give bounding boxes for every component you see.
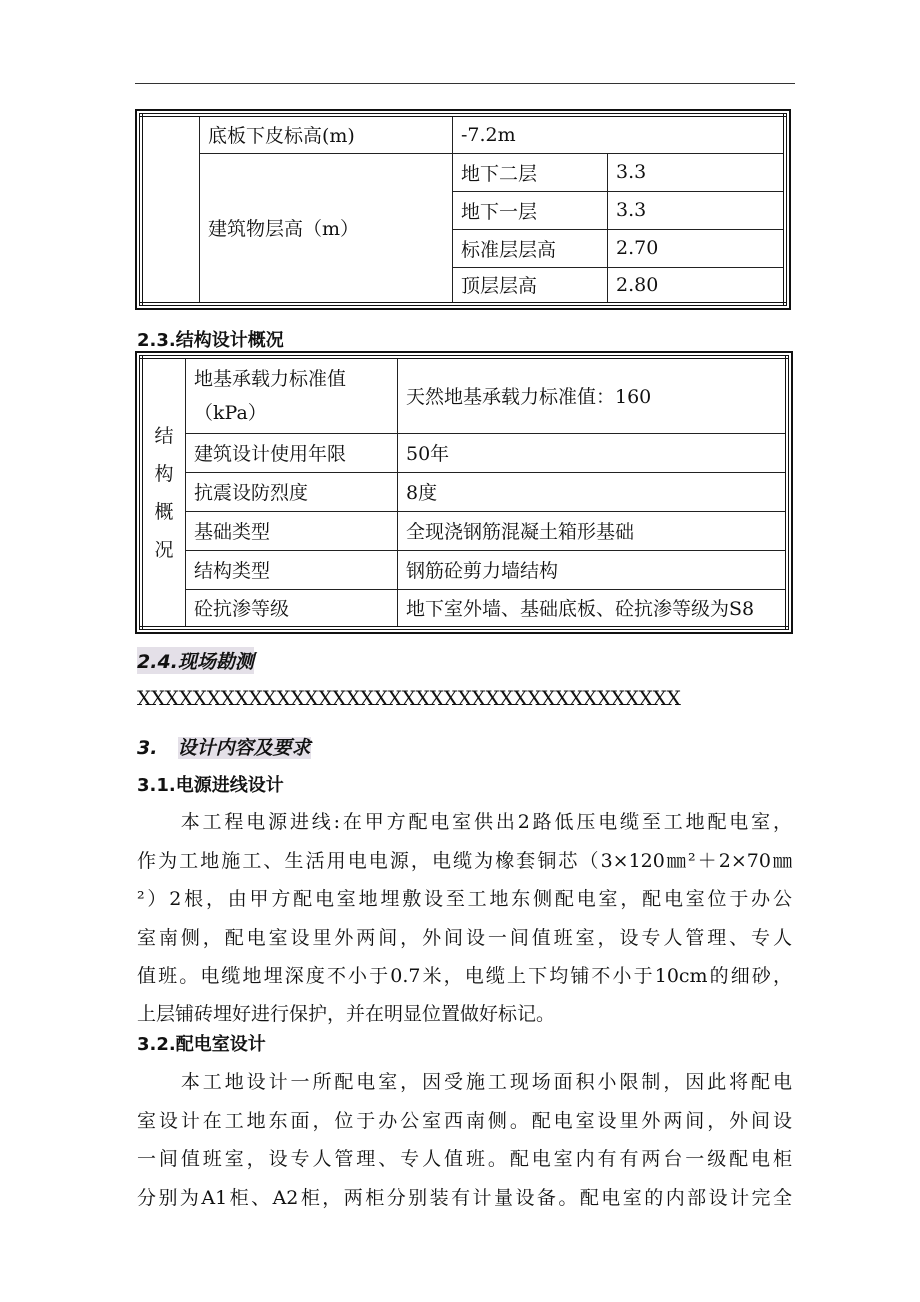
- cell-label: 结构类型: [186, 550, 398, 589]
- cell-value: 50年: [398, 433, 788, 472]
- cell-value: 地下室外墙、基础底板、砼抗渗等级为S8: [398, 589, 788, 628]
- cell-value: 3.3: [608, 191, 786, 229]
- group-label: 结构概况: [141, 357, 186, 628]
- cell-label: 地基承载力标准值（kPa）: [186, 357, 398, 433]
- cell-label: 底板下皮标高(m): [200, 115, 453, 153]
- cell-value: 2.70: [608, 229, 786, 267]
- empty-cell: [141, 115, 200, 304]
- cell-sublabel: 地下二层: [453, 153, 608, 191]
- cell-value: 钢筋砼剪力墙结构: [398, 550, 788, 589]
- paragraph-line: 本工程电源进线:在甲方配电室供出2路低压电缆至工地配电室，: [137, 811, 792, 833]
- cell-value: 8度: [398, 472, 788, 511]
- paragraph-line: 分别为A1柜、A2柜，两柜分别装有计量设备。配电室的内部设计完全: [137, 1187, 792, 1209]
- structure-table: [139, 355, 789, 630]
- section-heading: 3.2.配电室设计: [137, 1034, 266, 1055]
- section-heading: 2.3.结构设计概况: [137, 330, 284, 351]
- paragraph-line: 室南侧，配电室设里外两间，外间设一间值班室，设专人管理、专人: [137, 927, 792, 949]
- header-rule: [135, 83, 795, 84]
- cell-value: 全现浇钢筋混凝土箱形基础: [398, 511, 788, 550]
- cell-sublabel: 顶层层高: [453, 267, 608, 304]
- cell-label: 砼抗渗等级: [186, 589, 398, 628]
- section-number: 3.: [137, 737, 158, 759]
- cell-label: 建筑物层高（m）: [200, 153, 453, 304]
- paragraph-line: 作为工地施工、生活用电电源，电缆为橡套铜芯（3×120㎜²＋2×70㎜: [137, 850, 792, 872]
- survey-text: XXXXXXXXXXXXXXXXXXXXXXXXXXXXXXXXXXXXXXX: [137, 686, 681, 710]
- cell-sublabel: 地下一层: [453, 191, 608, 229]
- building-height-table: [139, 113, 787, 306]
- cell-value: -7.2m: [453, 115, 786, 153]
- section-heading: [137, 733, 311, 760]
- paragraph-line: ²）2根，由甲方配电室地埋敷设至工地东侧配电室，配电室位于办公: [137, 888, 792, 910]
- cell-label: 基础类型: [186, 511, 398, 550]
- cell-label: 建筑设计使用年限: [186, 433, 398, 472]
- paragraph-line: 室设计在工地东面，位于办公室西南侧。配电室设里外两间，外间设: [137, 1110, 792, 1132]
- cell-value: 2.80: [608, 267, 786, 304]
- paragraph-line: 值班。电缆地埋深度不小于0.7米，电缆上下均铺不小于10cm的细砂，: [137, 965, 792, 987]
- cell-label: 抗震设防烈度: [186, 472, 398, 511]
- section-title: 设计内容及要求: [177, 737, 311, 759]
- cell-value: 天然地基承载力标准值：160: [398, 357, 788, 433]
- paragraph-line: 本工地设计一所配电室，因受施工现场面积小限制，因此将配电: [137, 1071, 792, 1093]
- cell-sublabel: 标准层层高: [453, 229, 608, 267]
- cell-value: 3.3: [608, 153, 786, 191]
- section-heading: 3.1.电源进线设计: [137, 775, 284, 796]
- paragraph-line: 上层铺砖埋好进行保护，并在明显位置做好标记。: [137, 1003, 556, 1025]
- section-heading: 2.4.现场勘测: [137, 647, 254, 674]
- paragraph-line: 一间值班室，设专人管理、专人值班。配电室内有有两台一级配电柜: [137, 1148, 792, 1170]
